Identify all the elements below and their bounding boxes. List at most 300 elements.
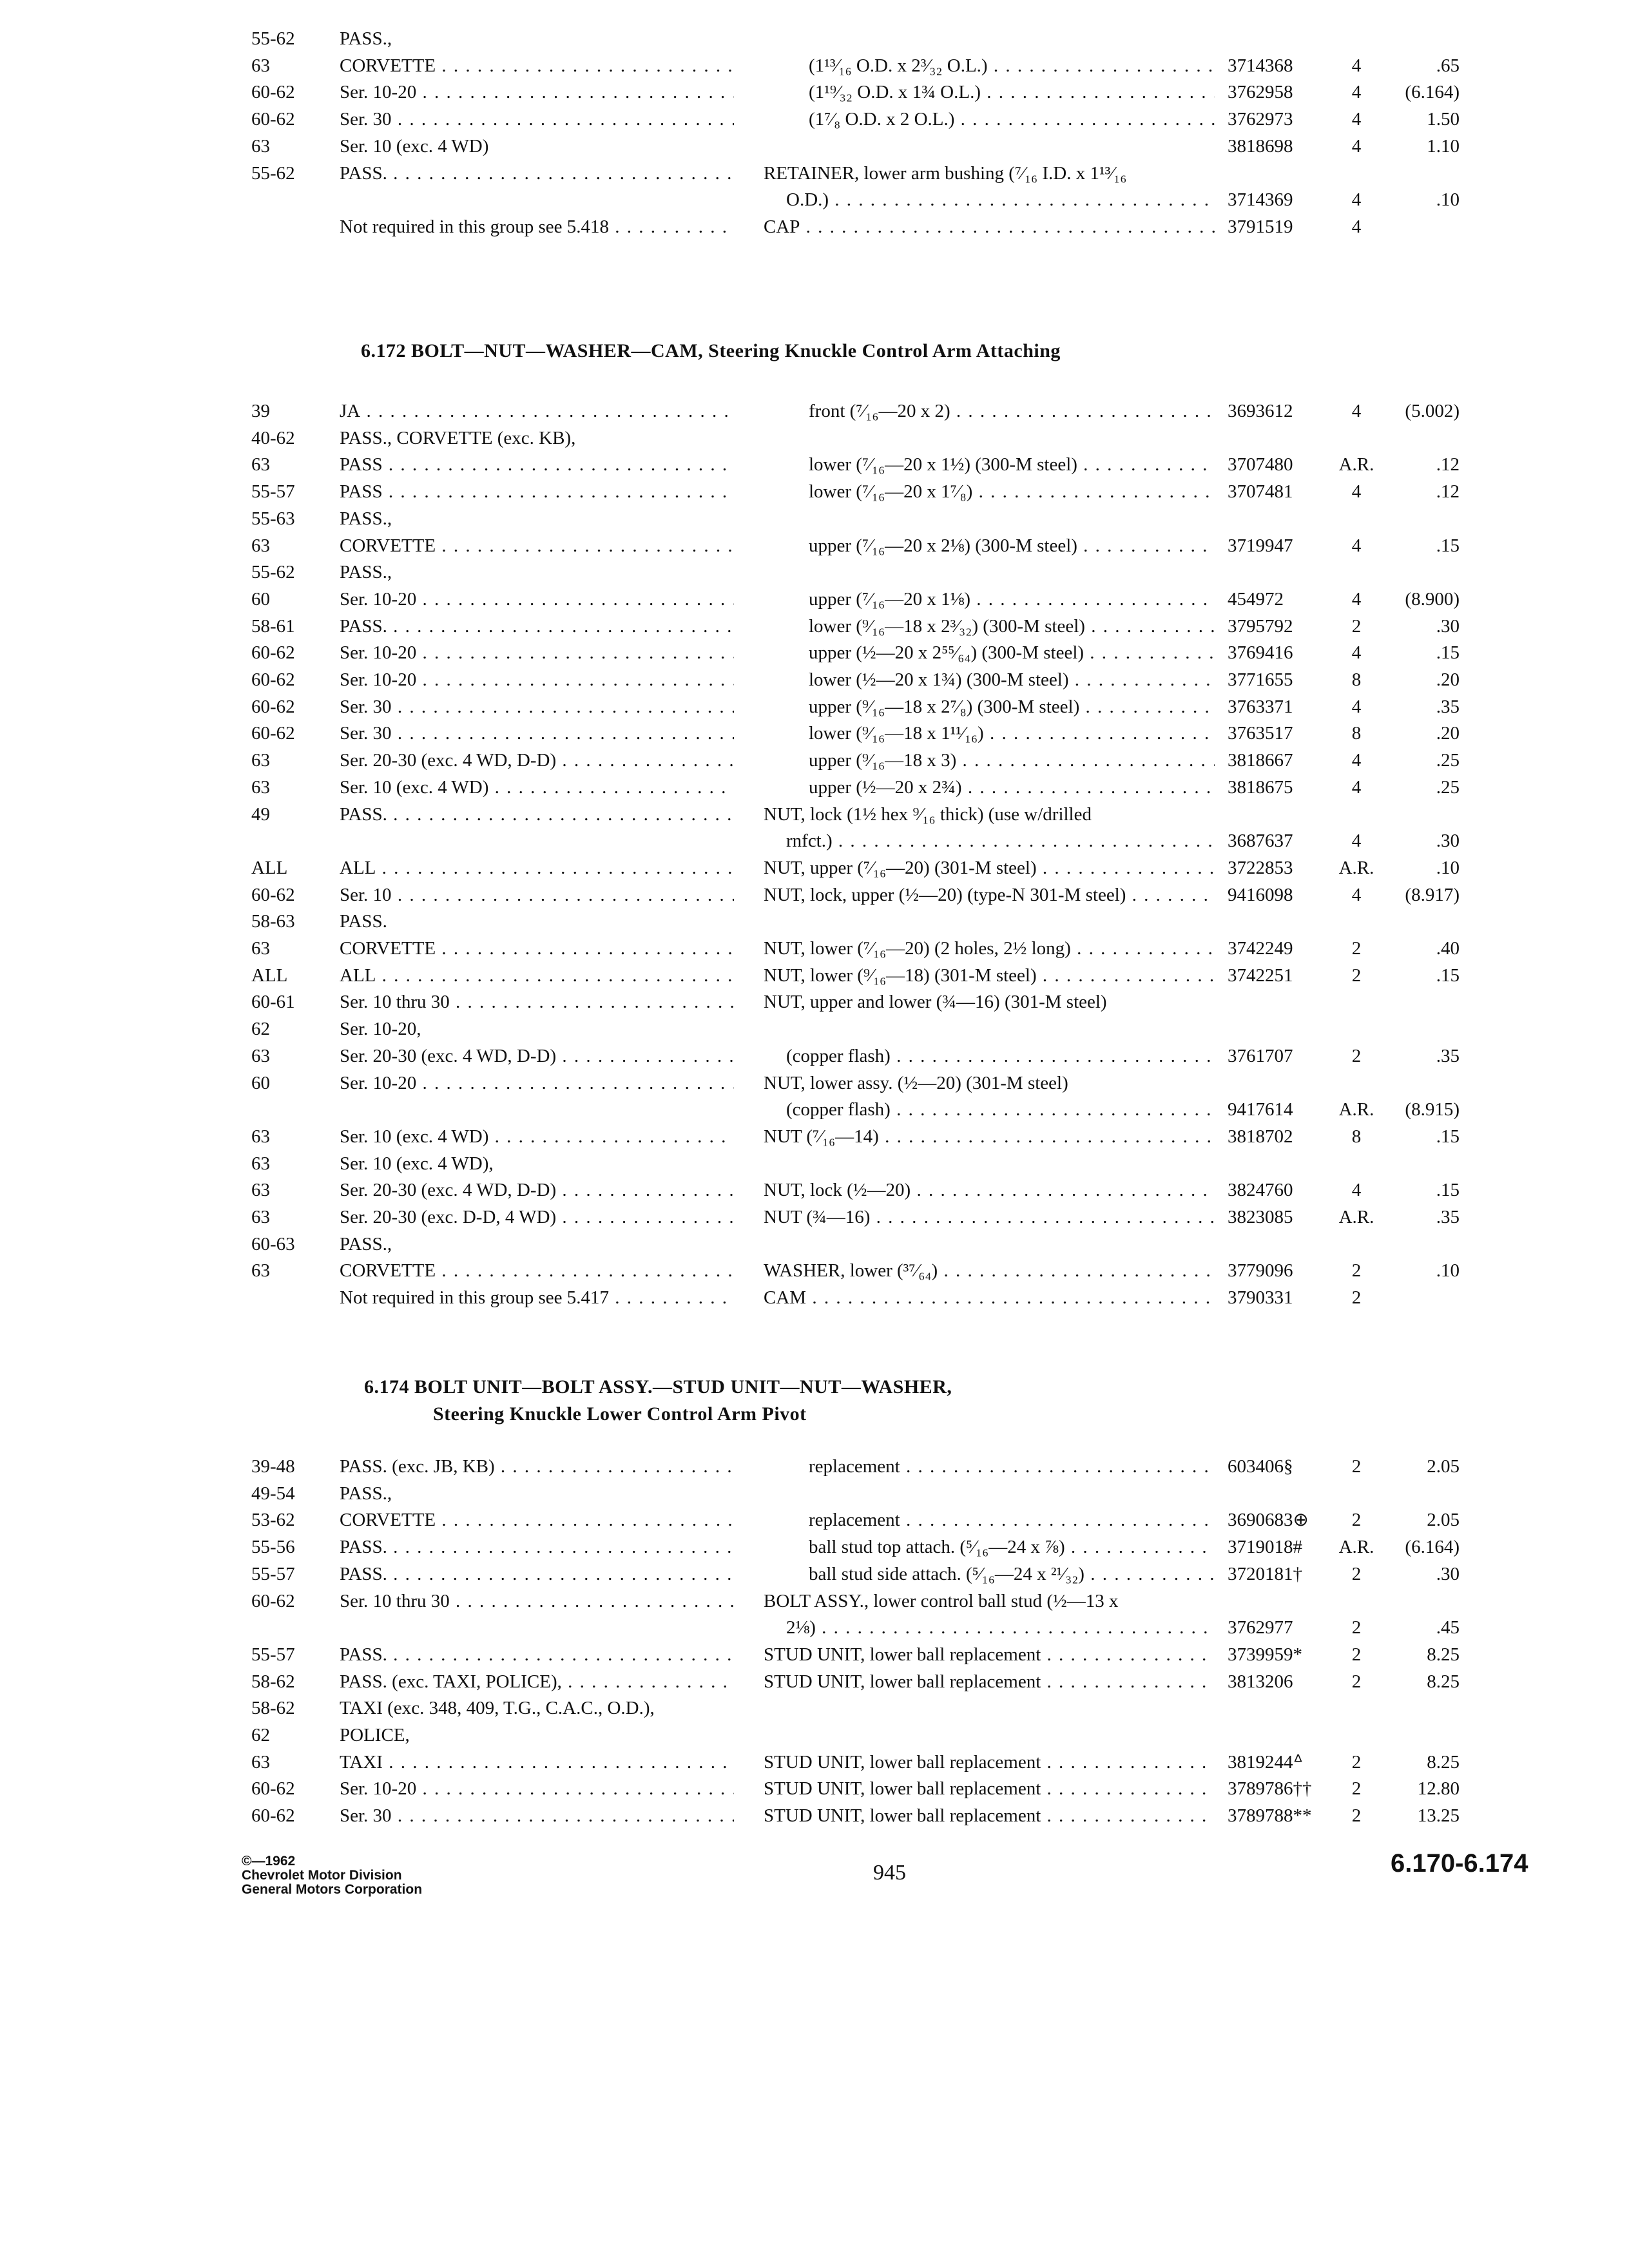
table-row	[0, 1043, 1629, 1069]
cell-year: 63	[251, 750, 270, 771]
cell-year: 60-62	[251, 82, 295, 103]
cell-part: 9416098	[1228, 884, 1293, 905]
cell-model: Ser. 10-20 . . .	[340, 79, 734, 105]
table-row	[0, 855, 1629, 881]
cell-year: 39	[251, 401, 270, 421]
cell-year: 58-61	[251, 615, 295, 637]
cell-qty: A.R.	[1338, 1537, 1374, 1558]
cell-year: 58-62	[251, 1698, 295, 1719]
cell-desc: NUT, lock, upper (½—20) (type-N 301-M steel) . . .	[764, 882, 1215, 908]
cell-model: Ser. 10 . . .	[340, 882, 734, 908]
cell-qty: 2	[1351, 1644, 1362, 1665]
table-row	[0, 1722, 1629, 1748]
cell-part: 3813206	[1228, 1671, 1293, 1692]
cell-part: 3819244ᐞ	[1228, 1751, 1304, 1773]
cell-price: (8.900)	[1405, 588, 1460, 610]
cell-price: .15	[1436, 535, 1460, 556]
table-row	[0, 1231, 1629, 1257]
table-row	[0, 1285, 1629, 1311]
cell-qty: A.R.	[1338, 1099, 1374, 1120]
cell-part: 3762958	[1228, 82, 1293, 103]
cell-model: POLICE,	[340, 1725, 410, 1745]
table-row	[0, 1588, 1629, 1614]
cell-desc: RETAINER, lower arm bushing (⁷⁄₁₆ I.D. x 1¹³⁄₁₆	[764, 162, 1127, 184]
cell-model: PASS. . . .	[340, 160, 734, 186]
cell-price: (8.915)	[1405, 1099, 1460, 1120]
cell-year: 49-54	[251, 1483, 295, 1504]
cell-desc: CAM . . .	[764, 1285, 1215, 1311]
table-row	[0, 586, 1629, 612]
cell-year: 55-57	[251, 1644, 295, 1665]
cell-model: PASS. . . .	[340, 802, 734, 827]
cell-price: .12	[1436, 454, 1460, 476]
cell-price: .35	[1436, 1045, 1460, 1066]
cell-desc: replacement . . .	[809, 1454, 1215, 1479]
cell-model: PASS.,	[340, 1483, 392, 1504]
cell-year: 63	[251, 938, 270, 959]
cell-model: Ser. 20-30 (exc. 4 WD, D-D) . . .	[340, 1043, 734, 1069]
cell-model: CORVETTE . . .	[340, 533, 734, 559]
table-row	[0, 53, 1629, 79]
cell-model: Ser. 20-30 (exc. D-D, 4 WD) . . .	[340, 1204, 734, 1230]
cell-model: PASS. . . .	[340, 1561, 734, 1587]
cell-price: .30	[1436, 1563, 1460, 1584]
cell-model: CORVETTE . . .	[340, 53, 734, 79]
cell-year: 55-62	[251, 162, 295, 184]
cell-year: ALL	[251, 965, 288, 986]
cell-year: 60-63	[251, 1233, 295, 1254]
cell-part: 3722853	[1228, 857, 1293, 878]
table-row	[0, 1016, 1629, 1042]
cell-part: 3690683⊕	[1228, 1510, 1309, 1531]
cell-desc: STUD UNIT, lower ball replacement . . .	[764, 1669, 1215, 1695]
cell-qty: 4	[1351, 831, 1362, 852]
cell-model: Ser. 30 . . .	[340, 720, 734, 746]
cell-price: .25	[1436, 776, 1460, 798]
cell-desc: upper (½—20 x 2⁵⁵⁄₆₄) (300-M steel) . . .	[809, 640, 1215, 666]
cell-qty: 8	[1351, 723, 1362, 744]
cell-year: 62	[251, 1725, 270, 1745]
cell-model: Ser. 10-20 . . .	[340, 586, 734, 612]
cell-part: 3818667	[1228, 750, 1293, 771]
cell-price: .45	[1436, 1617, 1460, 1639]
cell-year: 55-62	[251, 28, 295, 49]
table-row	[0, 667, 1629, 693]
cell-model: Ser. 10-20 . . .	[340, 1776, 734, 1802]
cell-part: 3761707	[1228, 1045, 1293, 1066]
cell-model: Ser. 10 (exc. 4 WD),	[340, 1153, 494, 1174]
copyright-text: ©—1962	[242, 1854, 296, 1869]
cell-qty: 2	[1351, 965, 1362, 986]
cell-price: .25	[1436, 750, 1460, 771]
cell-qty: 2	[1351, 1287, 1362, 1309]
cell-year: 60-62	[251, 696, 295, 717]
table-row	[0, 479, 1629, 505]
cell-qty: A.R.	[1338, 454, 1374, 476]
cell-model: JA . . .	[340, 398, 734, 424]
cell-model: CORVETTE . . .	[340, 936, 734, 961]
table-row	[0, 79, 1629, 105]
cell-year: 63	[251, 1260, 270, 1282]
cell-part: 3720181†	[1228, 1563, 1302, 1584]
table-row	[0, 908, 1629, 934]
cell-qty: 2	[1351, 1510, 1362, 1531]
cell-year: 39-48	[251, 1456, 295, 1477]
cell-part: 3790331	[1228, 1287, 1293, 1309]
cell-model: Ser. 10 (exc. 4 WD)	[340, 135, 489, 157]
cell-part: 3719018#	[1228, 1537, 1302, 1558]
table-row	[0, 936, 1629, 961]
cell-model: Ser. 10 (exc. 4 WD) . . .	[340, 774, 734, 800]
cell-part: 3762973	[1228, 109, 1293, 130]
cell-model: Ser. 10-20 . . .	[340, 667, 734, 693]
cell-qty: 8	[1351, 669, 1362, 690]
cell-year: 60-62	[251, 723, 295, 744]
table-row	[0, 26, 1629, 52]
cell-model: Ser. 10 thru 30 . . .	[340, 989, 734, 1015]
table-row	[0, 720, 1629, 746]
table-row	[0, 506, 1629, 532]
cell-year: 58-63	[251, 911, 295, 932]
cell-qty: 2	[1351, 615, 1362, 637]
cell-qty: 4	[1351, 189, 1362, 211]
cell-price: 8.25	[1427, 1644, 1460, 1665]
cell-year: 40-62	[251, 427, 295, 448]
cell-desc: NUT, lower assy. (½—20) (301-M steel)	[764, 1072, 1068, 1093]
cell-desc: STUD UNIT, lower ball replacement . . .	[764, 1776, 1215, 1802]
cell-qty: 4	[1351, 216, 1362, 237]
cell-year: 60-62	[251, 109, 295, 130]
cell-price: .35	[1436, 1207, 1460, 1227]
cell-model: ALL . . .	[340, 963, 734, 988]
cell-desc: lower (⁷⁄₁₆—20 x 1½) (300-M steel) . . .	[809, 452, 1215, 477]
table-row	[0, 425, 1629, 451]
table-row	[0, 559, 1629, 585]
cell-year: 63	[251, 55, 270, 76]
cell-year: 55-62	[251, 562, 295, 583]
cell-qty: 4	[1351, 55, 1362, 76]
table-row	[0, 694, 1629, 720]
cell-qty: 2	[1351, 1045, 1362, 1066]
cell-desc: (1¹³⁄₁₆ O.D. x 2³⁄₃₂ O.L.) . . .	[809, 53, 1215, 79]
cell-qty: 2	[1351, 1456, 1362, 1477]
cell-price: .30	[1436, 615, 1460, 637]
cell-price: .10	[1436, 1260, 1460, 1282]
cell-part: 603406§	[1228, 1456, 1293, 1477]
cell-desc: BOLT ASSY., lower control ball stud (½—13 x	[764, 1590, 1119, 1611]
table-row	[0, 1642, 1629, 1667]
cell-desc: NUT, lower (⁷⁄₁₆—20) (2 holes, 2½ long) . . .	[764, 936, 1215, 961]
table-row	[0, 1615, 1629, 1640]
table-row	[0, 1749, 1629, 1775]
cell-price: 13.25	[1417, 1805, 1460, 1827]
table-row	[0, 1695, 1629, 1721]
cell-year: ALL	[251, 857, 288, 878]
cell-desc: NUT, lock (1½ hex ⁹⁄₁₆ thick) (use w/drilled	[764, 803, 1092, 825]
cell-year: 60-62	[251, 642, 295, 664]
cell-part: 3739959*	[1228, 1644, 1302, 1665]
cell-qty: 4	[1351, 588, 1362, 610]
table-row	[0, 1258, 1629, 1283]
table-row	[0, 1561, 1629, 1587]
cell-desc: O.D.) . . .	[786, 187, 1215, 213]
cell-part: 3719947	[1228, 535, 1293, 556]
cell-qty: 4	[1351, 535, 1362, 556]
table-row	[0, 1776, 1629, 1802]
cell-qty: 4	[1351, 696, 1362, 717]
table-row	[0, 398, 1629, 424]
cell-model: PASS.,	[340, 562, 392, 583]
cell-model: Ser. 10-20 . . .	[340, 1070, 734, 1096]
cell-price: 1.10	[1427, 135, 1460, 157]
cell-part: 3789786††	[1228, 1778, 1312, 1800]
cell-qty: 4	[1351, 1180, 1362, 1201]
cell-price: 1.50	[1427, 109, 1460, 130]
cell-desc: upper (⁹⁄₁₆—18 x 3) . . .	[809, 747, 1215, 773]
cell-desc: rnfct.) . . .	[786, 828, 1215, 854]
cell-model: PASS.	[340, 911, 387, 932]
cell-desc: 2⅛) . . .	[786, 1615, 1215, 1640]
cell-model: CORVETTE . . .	[340, 1507, 734, 1533]
cell-qty: A.R.	[1338, 857, 1374, 878]
table-row	[0, 1534, 1629, 1560]
cell-desc: upper (⁷⁄₁₆—20 x 1⅛) . . .	[809, 586, 1215, 612]
cell-desc: lower (⁹⁄₁₆—18 x 1¹¹⁄₁₆) . . .	[809, 720, 1215, 746]
cell-qty: 4	[1351, 401, 1362, 421]
cell-model: PASS. (exc. TAXI, POLICE), . . .	[340, 1669, 734, 1695]
table-row	[0, 1204, 1629, 1230]
cell-model: TAXI (exc. 348, 409, T.G., C.A.C., O.D.),	[340, 1698, 655, 1719]
cell-qty: 2	[1351, 1778, 1362, 1800]
cell-desc: (copper flash) . . .	[786, 1097, 1215, 1122]
cell-part: 3707481	[1228, 481, 1293, 503]
cell-desc: NUT, upper (⁷⁄₁₆—20) (301-M steel) . . .	[764, 855, 1215, 881]
cell-price: 2.05	[1427, 1510, 1460, 1531]
cell-price: 2.05	[1427, 1456, 1460, 1477]
cell-desc: CAP . . .	[764, 214, 1215, 240]
cell-part: 3763517	[1228, 723, 1293, 744]
table-row	[0, 747, 1629, 773]
cell-desc: (copper flash) . . .	[786, 1043, 1215, 1069]
cell-part: 3818698	[1228, 135, 1293, 157]
cell-model: Ser. 30 . . .	[340, 694, 734, 720]
cell-price: .15	[1436, 1126, 1460, 1147]
cell-year: 55-57	[251, 481, 295, 503]
cell-part: 3779096	[1228, 1260, 1293, 1282]
table-row	[0, 1507, 1629, 1533]
cell-qty: 4	[1351, 642, 1362, 664]
cell-model: Not required in this group see 5.418 . . .	[340, 214, 734, 240]
cell-qty: 4	[1351, 82, 1362, 103]
cell-model: Ser. 10 (exc. 4 WD) . . .	[340, 1124, 734, 1149]
table-row	[0, 452, 1629, 477]
cell-year: 63	[251, 1153, 270, 1174]
table-row	[0, 1070, 1629, 1096]
cell-price: 12.80	[1417, 1778, 1460, 1800]
section-title-6-174-line2: Steering Knuckle Lower Control Arm Pivot	[433, 1403, 807, 1425]
cell-price: .20	[1436, 723, 1460, 744]
cell-price: (8.917)	[1405, 884, 1460, 905]
table-row	[0, 1803, 1629, 1829]
cell-model: Ser. 20-30 (exc. 4 WD, D-D) . . .	[340, 747, 734, 773]
cell-year: 55-57	[251, 1563, 295, 1584]
division-text: Chevrolet Motor Division	[242, 1868, 402, 1883]
cell-year: 55-56	[251, 1537, 295, 1558]
cell-desc: upper (½—20 x 2¾) . . .	[809, 774, 1215, 800]
page-number: 945	[873, 1861, 906, 1885]
table-row	[0, 214, 1629, 240]
cell-part: 3707480	[1228, 454, 1293, 476]
cell-desc: WASHER, lower (³⁷⁄₆₄) . . .	[764, 1258, 1215, 1283]
cell-desc: lower (⁹⁄₁₆—18 x 2³⁄₃₂) (300-M steel) . . .	[809, 613, 1215, 639]
cell-model: Not required in this group see 5.417 . . .	[340, 1285, 734, 1311]
cell-qty: A.R.	[1338, 1207, 1374, 1227]
footer-publisher	[242, 1854, 422, 1897]
cell-price: 8.25	[1427, 1671, 1460, 1692]
cell-desc: upper (⁷⁄₁₆—20 x 2⅛) (300-M steel) . . .	[809, 533, 1215, 559]
cell-price: (6.164)	[1405, 82, 1460, 103]
cell-year: 60-62	[251, 1778, 295, 1800]
cell-qty: 4	[1351, 750, 1362, 771]
cell-part: 3687637	[1228, 831, 1293, 852]
cell-part: 3818675	[1228, 776, 1293, 798]
cell-part: 3693612	[1228, 401, 1293, 421]
cell-model: PASS., CORVETTE (exc. KB),	[340, 427, 576, 448]
cell-year: 63	[251, 535, 270, 556]
cell-year: 60-61	[251, 992, 295, 1013]
cell-year: 63	[251, 1180, 270, 1201]
cell-model: Ser. 20-30 (exc. 4 WD, D-D) . . .	[340, 1177, 734, 1203]
cell-price: (6.164)	[1405, 1537, 1460, 1558]
cell-part: 3762977	[1228, 1617, 1293, 1639]
cell-part: 3714368	[1228, 55, 1293, 76]
table-row	[0, 1454, 1629, 1479]
cell-year: 58-62	[251, 1671, 295, 1692]
table-row	[0, 989, 1629, 1015]
table-row	[0, 640, 1629, 666]
cell-part: 3714369	[1228, 189, 1293, 211]
cell-model: Ser. 30 . . .	[340, 106, 734, 132]
table-row	[0, 1097, 1629, 1122]
cell-desc: replacement . . .	[809, 1507, 1215, 1533]
cell-year: 49	[251, 803, 270, 825]
cell-year: 63	[251, 776, 270, 798]
cell-part: 3789788**	[1228, 1805, 1312, 1827]
cell-model: PASS. . . .	[340, 1642, 734, 1667]
cell-part: 3771655	[1228, 669, 1293, 690]
cell-qty: 4	[1351, 135, 1362, 157]
cell-year: 63	[251, 1207, 270, 1227]
cell-model: CORVETTE . . .	[340, 1258, 734, 1283]
table-row	[0, 613, 1629, 639]
cell-year: 63	[251, 1045, 270, 1066]
table-row	[0, 1124, 1629, 1149]
cell-price: .15	[1436, 965, 1460, 986]
cell-model: PASS.,	[340, 508, 392, 529]
cell-desc: NUT (¾—16) . . .	[764, 1204, 1215, 1230]
cell-model: ALL . . .	[340, 855, 734, 881]
cell-model: Ser. 10 thru 30 . . .	[340, 1588, 734, 1614]
table-row	[0, 187, 1629, 213]
cell-model: TAXI . . .	[340, 1749, 734, 1775]
section-title-6-174-line1: 6.174 BOLT UNIT—BOLT ASSY.—STUD UNIT—NUT—WASHER,	[364, 1376, 952, 1398]
cell-desc: NUT, lock (½—20) . . .	[764, 1177, 1215, 1203]
section-title-6-172: 6.172 BOLT—NUT—WASHER—CAM, Steering Knuckle Control Arm Attaching	[361, 340, 1061, 361]
cell-part: 3795792	[1228, 615, 1293, 637]
cell-price: .12	[1436, 481, 1460, 503]
cell-qty: 4	[1351, 109, 1362, 130]
cell-year: 55-63	[251, 508, 295, 529]
cell-part: 3791519	[1228, 216, 1293, 237]
corporation-text: General Motors Corporation	[242, 1882, 423, 1897]
cell-year: 53-62	[251, 1510, 295, 1531]
cell-part: 3824760	[1228, 1180, 1293, 1201]
cell-year: 60-62	[251, 1590, 295, 1611]
cell-price: .30	[1436, 831, 1460, 852]
cell-qty: 2	[1351, 1805, 1362, 1827]
cell-desc: STUD UNIT, lower ball replacement . . .	[764, 1749, 1215, 1775]
cell-year: 60-62	[251, 669, 295, 690]
cell-desc: lower (⁷⁄₁₆—20 x 1⁷⁄₈) . . .	[809, 479, 1215, 505]
cell-model: PASS.,	[340, 28, 392, 49]
cell-desc: upper (⁹⁄₁₆—18 x 2⁷⁄₈) (300-M steel) . . .	[809, 694, 1215, 720]
cell-model: Ser. 10-20 . . .	[340, 640, 734, 666]
table-row	[0, 160, 1629, 186]
cell-desc: lower (½—20 x 1¾) (300-M steel) . . .	[809, 667, 1215, 693]
cell-price: 8.25	[1427, 1751, 1460, 1773]
cell-part: 3823085	[1228, 1207, 1293, 1227]
cell-qty: 2	[1351, 1617, 1362, 1639]
cell-year: 60-62	[251, 1805, 295, 1827]
table-row	[0, 802, 1629, 827]
cell-desc: NUT (⁷⁄₁₆—14) . . .	[764, 1124, 1215, 1149]
cell-year: 60	[251, 1072, 270, 1093]
cell-year: 62	[251, 1019, 270, 1040]
table-row	[0, 882, 1629, 908]
table-row	[0, 133, 1629, 159]
cell-year: 63	[251, 135, 270, 157]
cell-qty: 4	[1351, 481, 1362, 503]
cell-price: .65	[1436, 55, 1460, 76]
cell-qty: 8	[1351, 1126, 1362, 1147]
cell-qty: 2	[1351, 1751, 1362, 1773]
cell-desc: (1⁷⁄₈ O.D. x 2 O.L.) . . .	[809, 106, 1215, 132]
cell-qty: 4	[1351, 776, 1362, 798]
cell-model: PASS. . . .	[340, 613, 734, 639]
cell-price: (5.002)	[1405, 401, 1460, 421]
cell-desc: (1¹⁹⁄₃₂ O.D. x 1¾ O.L.) . . .	[809, 79, 1215, 105]
cell-qty: 2	[1351, 1563, 1362, 1584]
cell-price: .15	[1436, 642, 1460, 664]
table-row	[0, 828, 1629, 854]
cell-price: .20	[1436, 669, 1460, 690]
table-row	[0, 774, 1629, 800]
cell-model: PASS. . . .	[340, 1534, 734, 1560]
cell-model: PASS . . .	[340, 479, 734, 505]
table-row	[0, 1669, 1629, 1695]
cell-year: 63	[251, 1751, 270, 1773]
table-row	[0, 1151, 1629, 1177]
cell-part: 3763371	[1228, 696, 1293, 717]
section-range: 6.170-6.174	[1391, 1849, 1528, 1878]
cell-price: .15	[1436, 1180, 1460, 1201]
cell-part: 3742249	[1228, 938, 1293, 959]
cell-desc: ball stud top attach. (⁵⁄₁₆—24 x ⅞) . . .	[809, 1534, 1215, 1560]
cell-qty: 2	[1351, 938, 1362, 959]
cell-model: Ser. 10-20,	[340, 1019, 421, 1040]
cell-desc: NUT, lower (⁹⁄₁₆—18) (301-M steel) . . .	[764, 963, 1215, 988]
cell-model: PASS. (exc. JB, KB) . . .	[340, 1454, 734, 1479]
